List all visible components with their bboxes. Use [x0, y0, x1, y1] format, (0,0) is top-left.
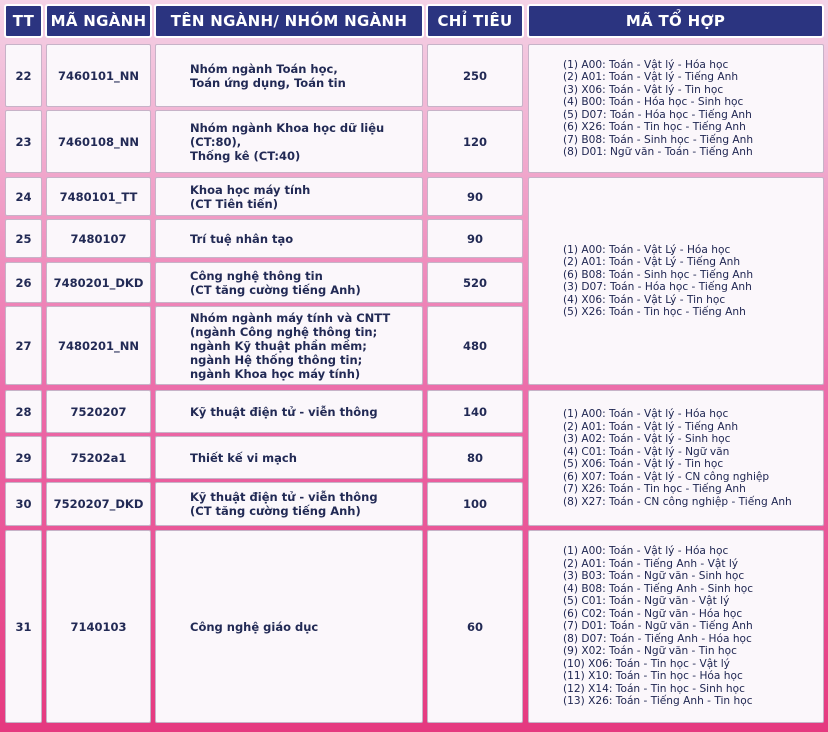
- cell-tt: [5, 262, 42, 303]
- cell-tt: [5, 482, 42, 526]
- cell-code: [46, 530, 151, 723]
- cell-quota-text: 250: [462, 68, 487, 83]
- combo-item: (3) X06: Toán - Vật lý - Tin học: [563, 83, 724, 96]
- cell-tt: [5, 177, 42, 216]
- combo-item: (5) X26: Toán - Tin học - Tiếng Anh: [563, 306, 746, 318]
- cell-quota: [427, 110, 523, 173]
- cell-tt-text: 25: [15, 231, 32, 246]
- combo-item: (7) D01: Toán - Ngữ văn - Tiếng Anh: [563, 620, 753, 633]
- cell-code: [46, 262, 151, 303]
- cell-code: [46, 436, 151, 479]
- cell-code: [46, 306, 151, 385]
- cell-quota: [427, 530, 523, 723]
- cell-tt-text: 22: [15, 68, 32, 83]
- cell-quota-text: 140: [462, 404, 487, 419]
- cell-quota: [427, 390, 523, 433]
- cell-code: [46, 177, 151, 216]
- combo-item: (6) X26: Toán - Tin học - Tiếng Anh: [563, 121, 746, 133]
- combo-item: (1) A00: Toán - Vật lý - Hóa học: [563, 545, 729, 558]
- cell-code: [46, 219, 151, 258]
- cell-quota-text: 480: [462, 338, 487, 353]
- cell-tt: [5, 219, 42, 258]
- combo-item: (6) C02: Toán - Ngữ văn - Hóa học: [563, 607, 743, 620]
- cell-tt-text: 28: [15, 404, 32, 419]
- combo-group: [528, 390, 824, 526]
- combo-item: (4) C01: Toán - Vật lý - Ngữ văn: [563, 445, 730, 458]
- combo-item: (1) A00: Toán - Vật Lý - Hóa học: [563, 243, 731, 256]
- combo-item: (6) B08: Toán - Sinh học - Tiếng Anh: [563, 268, 754, 281]
- combo-item: (5) D07: Toán - Hóa học - Tiếng Anh: [563, 108, 752, 121]
- combo-item: (7) B08: Toán - Sinh học - Tiếng Anh: [563, 133, 754, 146]
- cell-name-text: Khoa học máy tính (CT Tiên tiến): [190, 182, 311, 211]
- cell-tt: [5, 110, 42, 173]
- header-name: TÊN NGÀNH/ NHÓM NGÀNH: [154, 4, 424, 38]
- cell-code-text: 7480101_TT: [59, 189, 138, 204]
- cell-name-text: Kỹ thuật điện tử - viễn thông (CT tăng cường tiếng Anh): [190, 490, 378, 518]
- combo-item: (3) D07: Toán - Hóa học - Tiếng Anh: [563, 281, 752, 293]
- cell-quota: [427, 44, 523, 107]
- cell-code-text: 7480201_NN: [57, 338, 139, 353]
- combo-item: (1) A00: Toán - Vật lý - Hóa học: [563, 408, 729, 420]
- cell-code-text: 75202a1: [70, 450, 127, 465]
- cell-tt: [5, 530, 42, 723]
- cell-quota: [427, 436, 523, 479]
- cell-name: [155, 436, 423, 479]
- cell-name-text: Nhóm ngành máy tính và CNTT (ngành Công nghệ thông tin; ngành Kỹ thuật phần mềm; ngành Hệ thống thông tin; ngành Khoa học máy tính): [190, 310, 391, 381]
- cell-quota: [427, 306, 523, 385]
- cell-tt: [5, 306, 42, 385]
- cell-name-text: Kỹ thuật điện tử - viễn thông: [190, 404, 378, 419]
- combo-item: (8) D01: Ngữ văn - Toán - Tiếng Anh: [563, 146, 753, 158]
- combo-item: (1) A00: Toán - Vật lý - Hóa học: [563, 58, 729, 71]
- header-quota: CHỈ TIÊU: [426, 4, 524, 38]
- cell-tt-text: 27: [15, 338, 32, 353]
- cell-quota-text: 60: [466, 619, 483, 634]
- combo-item: (7) X26: Toán - Tin học - Tiếng Anh: [563, 483, 746, 495]
- cell-tt-text: 30: [15, 497, 32, 511]
- cell-quota: [427, 219, 523, 258]
- cell-name-text: Nhóm ngành Toán học, Toán ứng dụng, Toán tin: [190, 61, 346, 90]
- combo-item: (2) A01: Toán - Tiếng Anh - Vật lý: [563, 557, 739, 570]
- cell-code-text: 7480201_DKD: [53, 275, 144, 290]
- combo-item: (4) X06: Toán - Vật Lý - Tin học: [563, 293, 726, 306]
- combo-item: (5) X06: Toán - Vật lý - Tin học: [563, 458, 724, 470]
- cell-name: [155, 482, 423, 526]
- combo-group: [528, 44, 824, 173]
- combo-list: [563, 59, 753, 159]
- combo-item: (11) X10: Toán - Tin học - Hóa học: [563, 670, 743, 683]
- combo-item: (4) B08: Toán - Tiếng Anh - Sinh học: [563, 582, 754, 595]
- cell-quota-text: 120: [462, 134, 487, 149]
- combo-list: [563, 545, 753, 708]
- combo-item: (2) A01: Toán - Vật lý - Tiếng Anh: [563, 71, 739, 83]
- cell-name-text: Công nghệ giáo dục: [190, 619, 319, 634]
- cell-name: [155, 262, 423, 303]
- cell-name-text: Thiết kế vi mạch: [190, 450, 297, 465]
- combo-item: (9) X02: Toán - Ngữ văn - Tin học: [563, 645, 737, 658]
- cell-code-text: 7460101_NN: [57, 68, 139, 83]
- combo-item: (4) B00: Toán - Hóa học - Sinh học: [563, 96, 744, 108]
- combo-item: (2) A01: Toán - Vật Lý - Tiếng Anh: [563, 256, 741, 268]
- combo-item: (12) X14: Toán - Tin học - Sinh học: [563, 682, 745, 695]
- cell-name-text: Trí tuệ nhân tạo: [190, 231, 294, 246]
- combo-item: (6) X07: Toán - Vật lý - CN công nghiệp: [563, 470, 770, 483]
- combo-item: (13) X26: Toán - Tiếng Anh - Tin học: [563, 695, 753, 708]
- cell-quota: [427, 177, 523, 216]
- cell-tt-text: 24: [15, 189, 32, 204]
- cell-name: [155, 110, 423, 173]
- cell-quota-text: 80: [466, 450, 483, 465]
- cell-name: [155, 177, 423, 216]
- combo-item: (8) D07: Toán - Tiếng Anh - Hóa học: [563, 632, 752, 645]
- cell-name-text: Công nghệ thông tin (CT tăng cường tiếng Anh): [190, 268, 361, 297]
- combo-list: [563, 244, 753, 319]
- cell-name: [155, 44, 423, 107]
- cell-tt: [5, 44, 42, 107]
- combo-item: (2) A01: Toán - Vật lý - Tiếng Anh: [563, 420, 739, 433]
- header-combo: MÃ TỔ HỢP: [527, 4, 824, 38]
- cell-quota: [427, 262, 523, 303]
- cell-tt-text: 29: [15, 450, 32, 465]
- cell-quota: [427, 482, 523, 526]
- header-tt: TT: [4, 4, 43, 38]
- combo-list: [563, 408, 792, 508]
- combo-item: (10) X06: Toán - Tin học - Vật lý: [563, 657, 730, 670]
- cell-code-text: 7480107: [70, 231, 127, 246]
- combo-item: (3) B03: Toán - Ngữ văn - Sinh học: [563, 570, 745, 583]
- combo-group: [528, 530, 824, 723]
- cell-code: [46, 44, 151, 107]
- cell-name: [155, 390, 423, 433]
- cell-code: [46, 390, 151, 433]
- combo-group: [528, 177, 824, 385]
- cell-code: [46, 110, 151, 173]
- cell-quota-text: 90: [466, 189, 483, 204]
- cell-code: [46, 482, 151, 526]
- cell-tt-text: 23: [15, 134, 32, 149]
- cell-code-text: 7460108_NN: [57, 134, 139, 149]
- combo-item: (8) X27: Toán - CN công nghiệp - Tiếng Anh: [563, 495, 792, 508]
- cell-quota-text: 90: [466, 231, 483, 246]
- cell-name: [155, 306, 423, 385]
- cell-quota-text: 520: [462, 275, 487, 290]
- cell-name: [155, 530, 423, 723]
- cell-quota-text: 100: [462, 497, 487, 511]
- combo-item: (3) A02: Toán - Vật lý - Sinh học: [563, 433, 731, 445]
- cell-code-text: 7520207: [70, 404, 127, 419]
- cell-name: [155, 219, 423, 258]
- cell-tt: [5, 390, 42, 433]
- combo-item: (5) C01: Toán - Ngữ văn - Vật lý: [563, 595, 730, 608]
- header-code: MÃ NGÀNH: [45, 4, 152, 38]
- cell-code-text: 7520207_DKD: [53, 497, 144, 511]
- cell-code-text: 7140103: [70, 619, 127, 634]
- cell-tt-text: 26: [15, 275, 32, 290]
- cell-name-text: Nhóm ngành Khoa học dữ liệu (CT:80), Thống kê (CT:40): [190, 120, 385, 163]
- cell-tt-text: 31: [15, 619, 32, 634]
- cell-tt: [5, 436, 42, 479]
